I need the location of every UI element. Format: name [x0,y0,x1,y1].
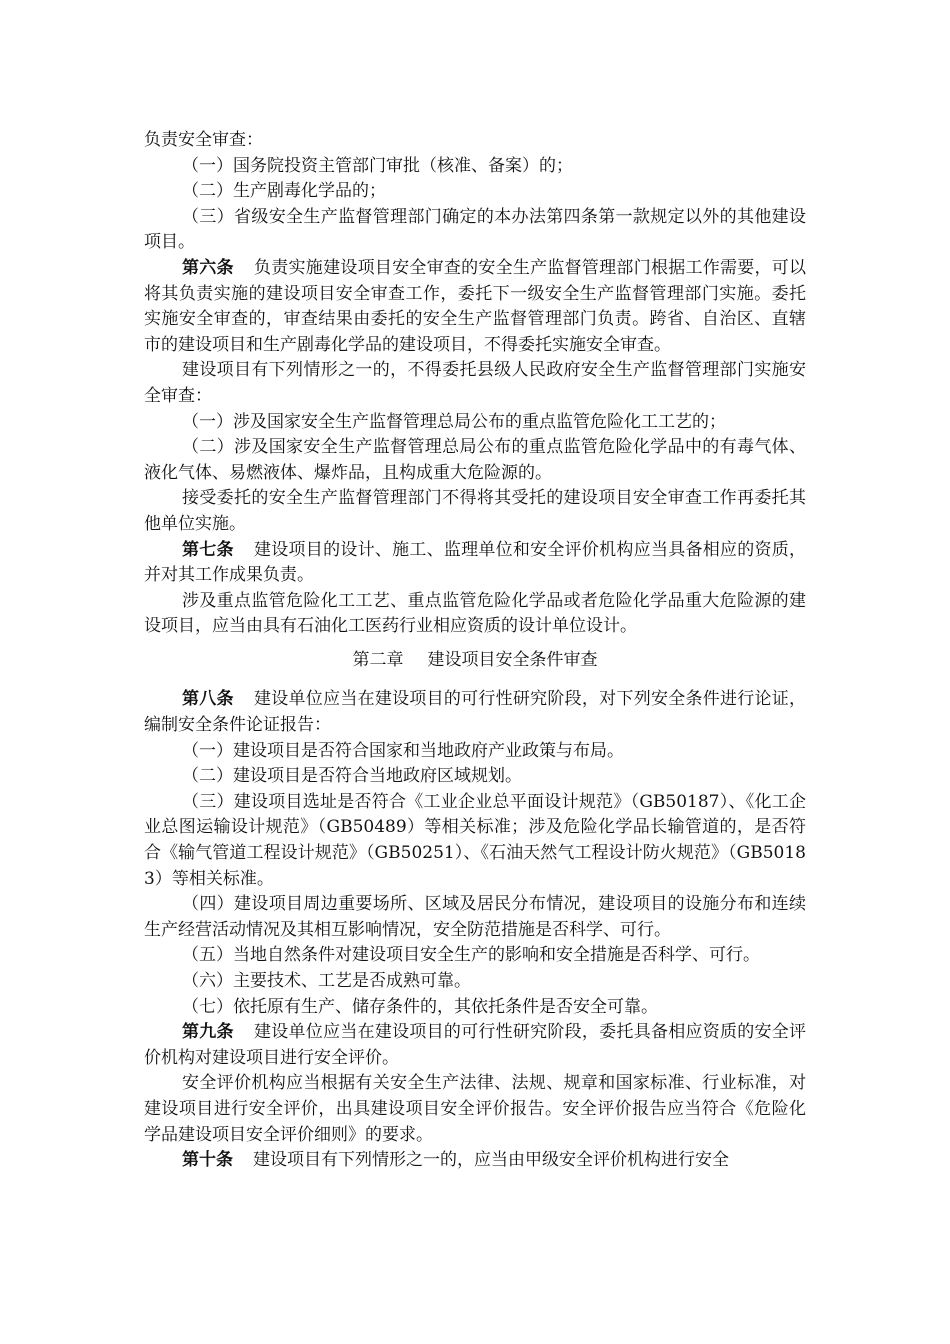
article-9-paragraph-2: 安全评价机构应当根据有关安全生产法律、法规、规章和国家标准、行业标准，对建设项目进行安全评价，出具建设项目安全评价报告。安全评价报告应当符合《危险化学品建设项目安全评价细则》的要求。 [144,1073,806,1145]
article-6-text: 负责实施建设项目安全审查的安全生产监督管理部门根据工作需要，可以将其负责实施的建设项目安全审查工作，委托下一级安全生产监督管理部门实施。委托实施安全审查的，审查结果由委托的安全生产监督管理部门负责。跨省、自治区、直辖市的建设项目和生产剧毒化学品的建设项目，不得委托实施安全审查。 [144,257,807,355]
list-item: （二）生产剧毒化学品的； [182,181,386,202]
article-7-title: 第七条 [182,539,234,560]
article-10-paragraph [144,1148,806,1174]
list-item: （二）建设项目是否符合当地政府区域规划。 [182,766,522,787]
article-7-text: 建设项目的设计、施工、监理单位和安全评价机构应当具备相应的资质，并对其工作成果负责。 [144,539,807,586]
article-9-title: 第九条 [182,1022,234,1043]
article-8-title: 第八条 [182,689,234,710]
continued-paragraph: 负责安全审查： [144,130,263,150]
article-7-paragraph [144,538,806,589]
article-8-paragraph [144,687,806,738]
list-item: （一）国务院投资主管部门审批（核准、备案）的； [182,155,573,176]
article-6-paragraph [144,256,806,358]
document-body [144,128,806,1174]
chapter-title: 建设项目安全条件审查 [427,649,598,670]
chapter-heading [144,640,806,688]
list-item: （七）依托原有生产、储存条件的，其依托条件是否安全可靠。 [182,996,658,1017]
article-8-text: 建设单位应当在建设项目的可行性研究阶段，对下列安全条件进行论证，编制安全条件论证报告： [144,689,807,736]
article-6-paragraph-2: 建设项目有下列情形之一的，不得委托县级人民政府安全生产监督管理部门实施安全审查： [144,360,806,406]
article-9-text: 建设单位应当在建设项目的可行性研究阶段，委托具备相应资质的安全评价机构对建设项目进行安全评价。 [144,1022,807,1068]
list-item: （二）涉及国家安全生产监督管理总局公布的重点监管危险化学品中的有毒气体、液化气体、易燃液体、爆炸品，且构成重大危险源的。 [144,437,806,483]
list-item: （三）建设项目选址是否符合《工业企业总平面设计规范》（GB50187）、《化工企业总图运输设计规范》（GB50489）等相关标准；涉及危险化学品长输管道的，是否符合《输气管道工程设计规范》（GB50251）、《石油天然气工程设计防火规范》（GB50183）等相关标准。 [144,791,806,889]
list-item: （一）建设项目是否符合国家和当地政府产业政策与布局。 [182,740,624,761]
chapter-number: 第二章 [352,649,404,670]
article-7-paragraph-2: 涉及重点监管危险化工工艺、重点监管危险化学品或者危险化学品重大危险源的建设项目，应当由具有石油化工医药行业相应资质的设计单位设计。 [144,590,806,637]
article-10-title: 第十条 [182,1150,233,1171]
list-item: （四）建设项目周边重要场所、区域及居民分布情况，建设项目的设施分布和连续生产经营活动情况及其相互影响情况，安全防范措施是否科学、可行。 [144,894,806,940]
list-item: （一）涉及国家安全生产监督管理总局公布的重点监管危险化工工艺的； [182,411,726,432]
article-10-text: 建设项目有下列情形之一的，应当由甲级安全评价机构进行安全 [253,1150,729,1171]
list-item: （三）省级安全生产监督管理部门确定的本办法第四条第一款规定以外的其他建设项目。 [144,206,806,253]
list-item: （六）主要技术、工艺是否成熟可靠。 [182,971,471,991]
article-9-paragraph [144,1020,806,1071]
article-6-title: 第六条 [182,257,234,278]
article-6-paragraph-3: 接受委托的安全生产监督管理部门不得将其受托的建设项目安全审查工作再委托其他单位实施。 [144,488,806,534]
list-item: （五）当地自然条件对建设项目安全生产的影响和安全措施是否科学、可行。 [182,945,760,966]
